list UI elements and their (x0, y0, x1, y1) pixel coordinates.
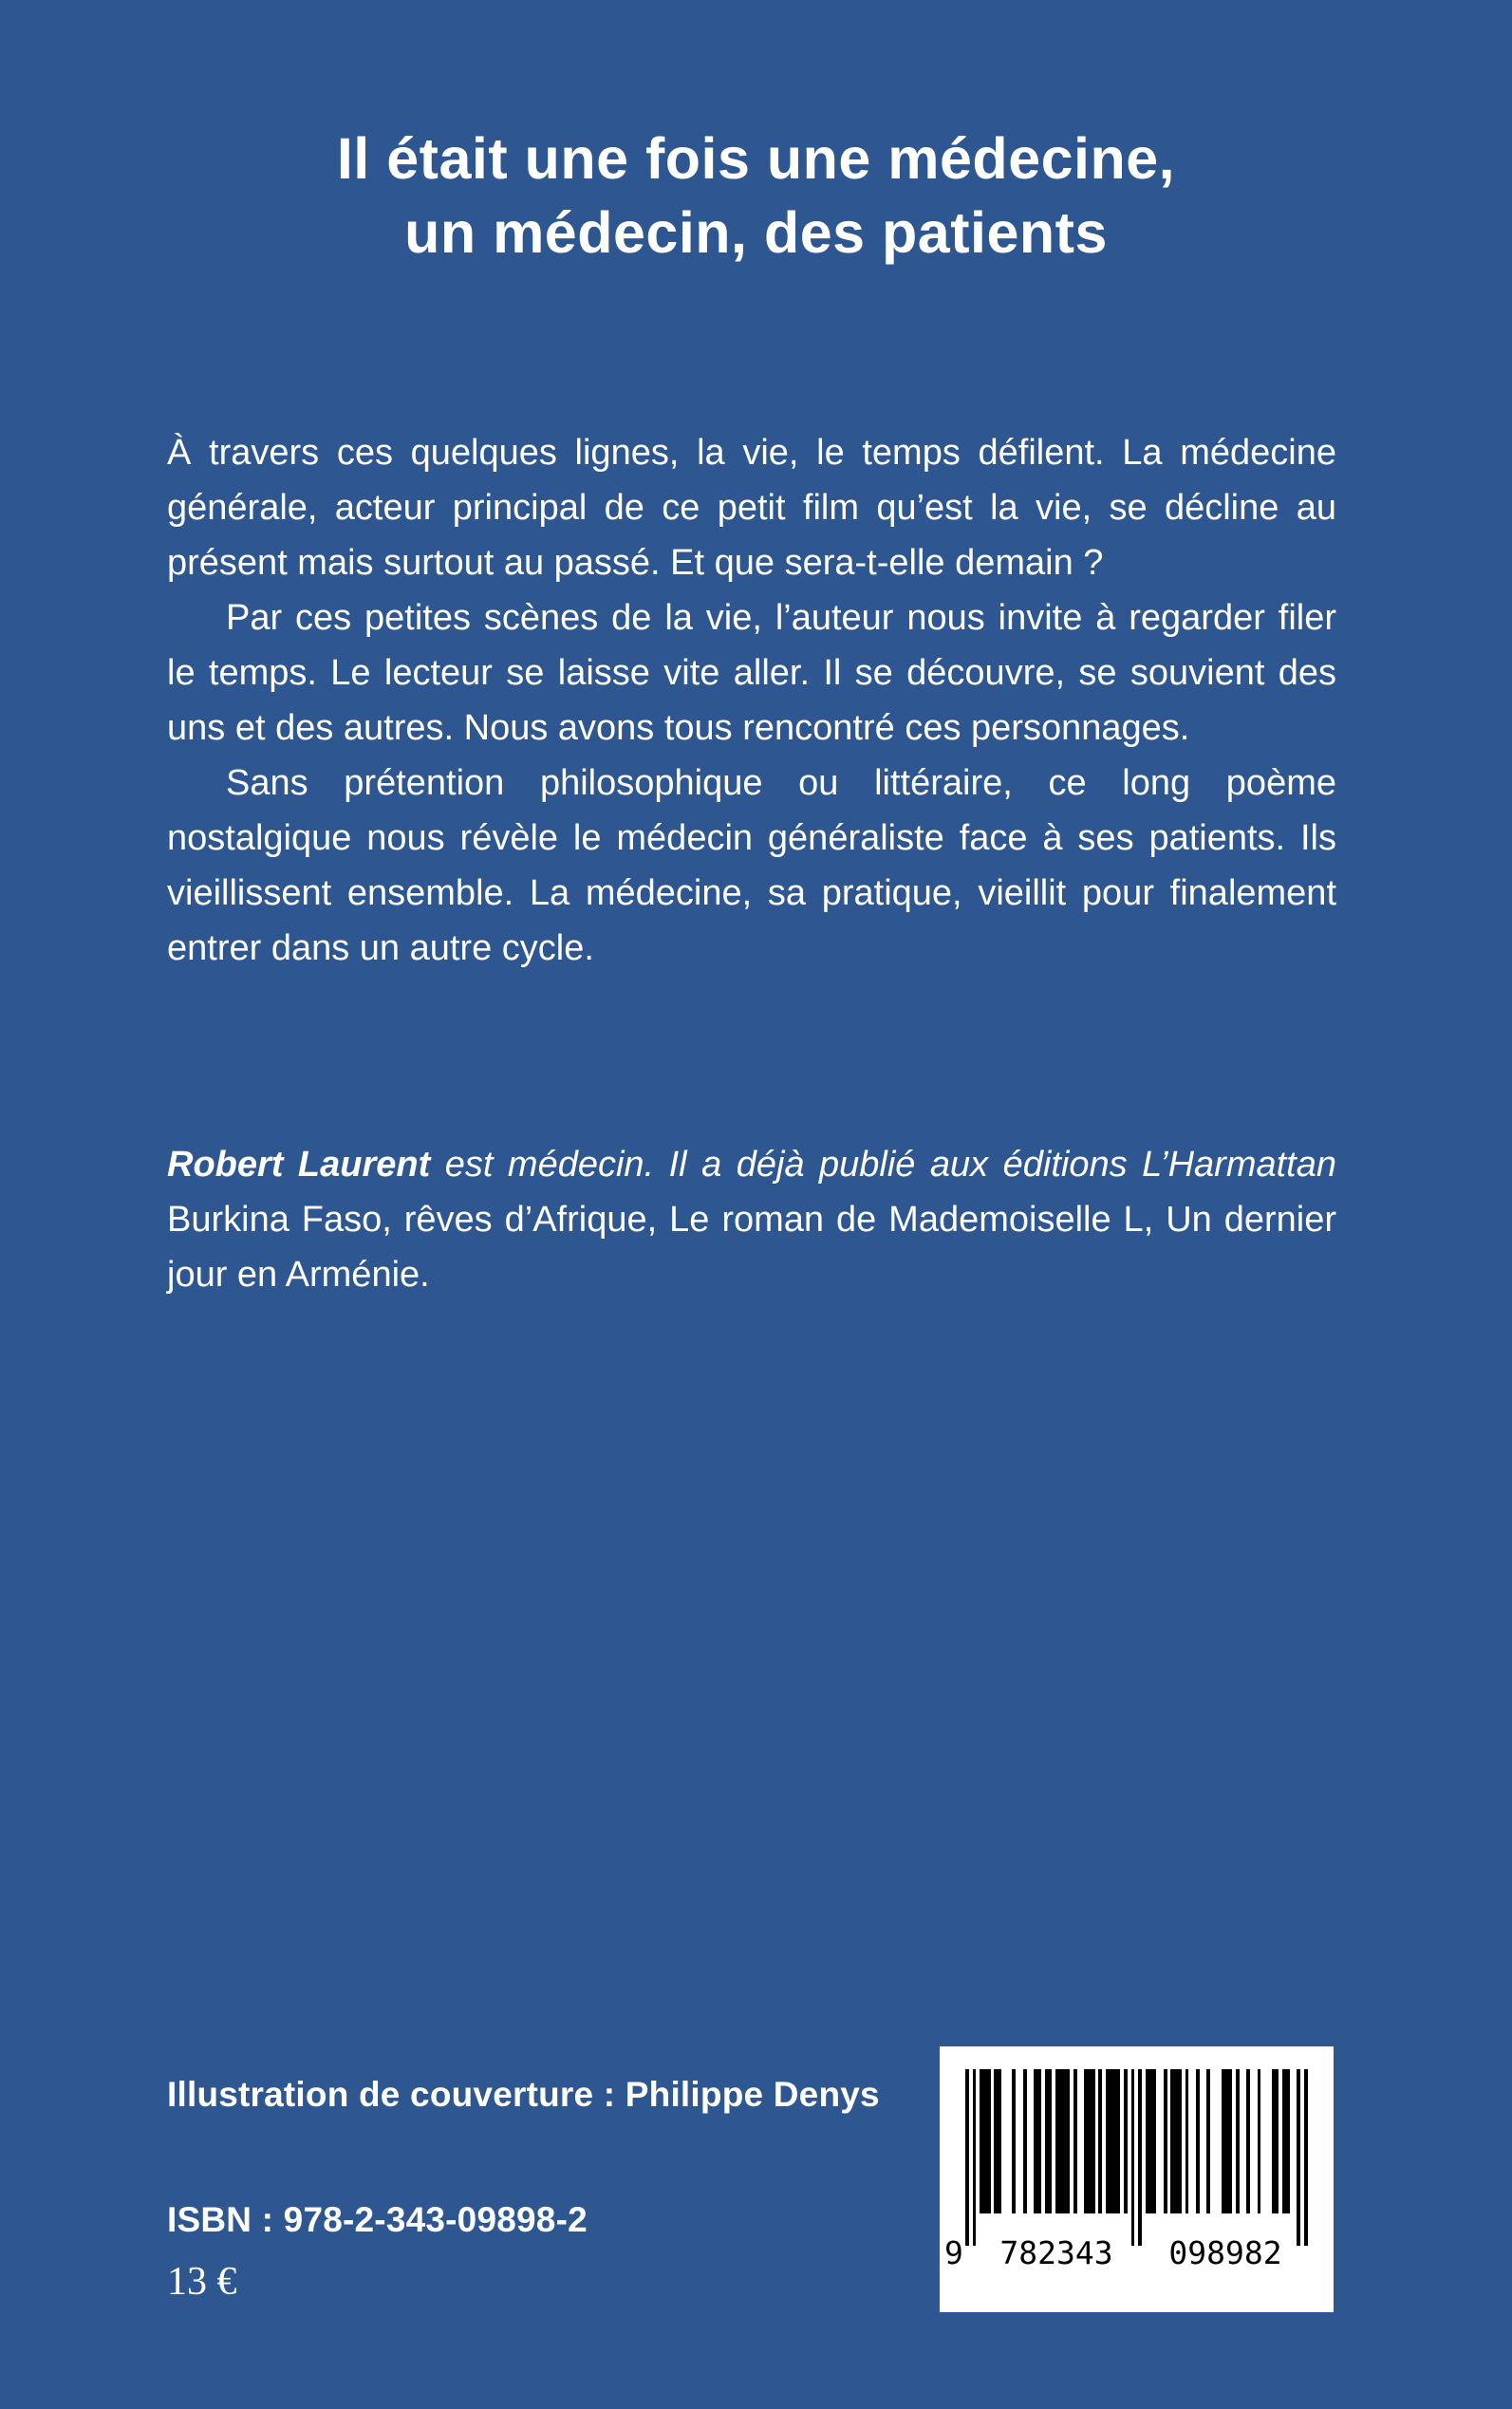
book-title (0, 121, 1512, 270)
author-bio-italic: est médecin. Il a déjà publié aux éditions L’Harmattan (444, 1145, 1336, 1185)
book-title-line-2: un médecin, des patients (404, 200, 1108, 265)
barcode-digit-group-2: 098982 (1168, 2234, 1282, 2271)
synopsis (167, 425, 1336, 976)
barcode-digit-lead: 9 (944, 2234, 963, 2271)
barcode (940, 2046, 1334, 2312)
book-title-line-1: Il était une fois une médecine, (336, 126, 1176, 191)
barcode-digit-group-1: 782343 (999, 2234, 1113, 2271)
barcode-digits (940, 2234, 1334, 2272)
price-text: 13 € (167, 2260, 237, 2304)
author-name: Robert Laurent (167, 1145, 431, 1185)
synopsis-paragraph-1: À travers ces quelques lignes, la vie, le temps défilent. La médecine générale, acteur principal de ce petit film qu’est la vie, se décline au présent mais surtout au passé. Et que sera-t-elle demain ? (167, 433, 1336, 583)
synopsis-paragraph-2: Par ces petites scènes de la vie, l’auteur nous invite à regarder filer le temps. Le lecteur se laisse vite aller. Il se découvre, se souvient des uns et des autres. Nous avons tous rencontré ces personnages. (167, 598, 1336, 748)
author-bio (167, 1137, 1336, 1302)
barcode-bars (965, 2069, 1308, 2246)
synopsis-paragraph-3: Sans prétention philosophique ou littéraire, ce long poème nostalgique nous révèle le médecin généraliste face à ses patients. Ils vieillissent ensemble. La médecine, sa pratique, vieillit pour finalement entrer dans un autre cycle. (167, 763, 1336, 968)
author-published-titles: Burkina Faso, rêves d’Afrique, Le roman de Mademoiselle L, Un dernier jour en Arménie. (167, 1200, 1336, 1295)
illustration-credit: Illustration de couverture : Philippe Denys (167, 2075, 880, 2114)
isbn-text: ISBN : 978-2-343-09898-2 (167, 2200, 588, 2239)
